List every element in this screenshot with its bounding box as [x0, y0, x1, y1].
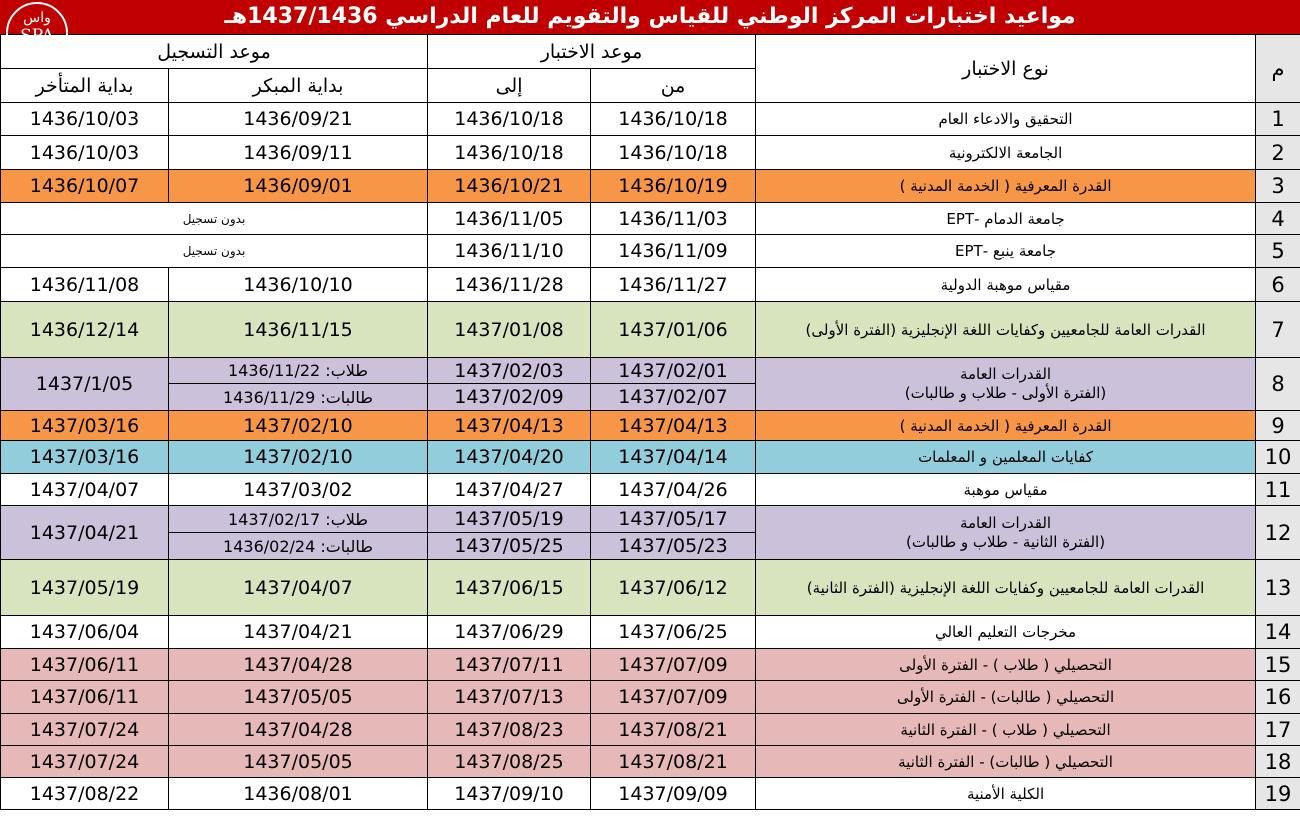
test-name-cell: جامعة ينبع -EPT [756, 235, 1256, 268]
test-name-cell: القدرات العامة للجامعيين وكفايات اللغة الإنجليزية (الفترة الأولى) [756, 302, 1256, 358]
late-cell: 1437/06/04 [1, 616, 169, 649]
late-cell: 1437/07/24 [1, 746, 169, 778]
from-cell: 1437/06/12 [591, 560, 756, 616]
test-name-cell: التحصيلي ( طالبات) - الفترة الثانية [756, 746, 1256, 778]
table-row [1, 441, 1300, 474]
to-cell: 1436/11/10 [428, 235, 591, 268]
row-number-cell: 19 [1256, 778, 1300, 810]
late-cell: 1436/10/03 [1, 136, 169, 170]
early-cell: 1437/03/02 [169, 474, 428, 506]
from-cell: 1437/05/17 [591, 506, 756, 533]
no-registration-cell: بدون تسجيل [1, 203, 428, 235]
test-name-cell: القدرة المعرفية ( الخدمة المدنية ) [756, 411, 1256, 441]
to-cell: 1437/08/25 [428, 746, 591, 778]
late-cell: 1437/06/11 [1, 681, 169, 714]
from-cell: 1437/06/25 [591, 616, 756, 649]
test-name-cell [756, 506, 1256, 560]
logo-arabic-text: واس [23, 10, 51, 26]
early-cell: 1436/09/21 [169, 103, 428, 136]
late-cell: 1437/04/21 [1, 506, 169, 560]
late-cell: 1436/11/08 [1, 268, 169, 302]
to-cell: 1437/09/10 [428, 778, 591, 810]
row-number-cell: 15 [1256, 649, 1300, 681]
table-row [1, 235, 1300, 268]
test-name-line-1: القدرات العامة [959, 513, 1052, 532]
row-number-cell: 11 [1256, 474, 1300, 506]
to-cell: 1436/10/18 [428, 136, 591, 170]
test-name-cell: مخرجات التعليم العالي [756, 616, 1256, 649]
table-row [1, 616, 1300, 649]
early-cell: 1436/10/10 [169, 268, 428, 302]
to-cell: 1437/06/29 [428, 616, 591, 649]
from-cell: 1436/11/27 [591, 268, 756, 302]
row-number-cell: 10 [1256, 441, 1300, 474]
late-cell: 1436/10/07 [1, 170, 169, 203]
to-cell: 1437/07/13 [428, 681, 591, 714]
to-cell: 1436/11/28 [428, 268, 591, 302]
row-number-cell: 18 [1256, 746, 1300, 778]
early-female-cell [169, 384, 428, 411]
row-number-cell: 1 [1256, 103, 1300, 136]
early-cell: 1436/09/01 [169, 170, 428, 203]
late-cell: 1437/03/16 [1, 411, 169, 441]
from-cell: 1437/01/06 [591, 302, 756, 358]
test-date-header: موعد الاختبار [428, 35, 756, 69]
header-row-1 [1, 35, 1300, 69]
late-cell: 1437/1/05 [1, 358, 169, 411]
early-female-label: طالبات: [320, 536, 373, 556]
table-row [1, 560, 1300, 616]
from-header: من [591, 69, 756, 103]
test-name-cell: القدرة المعرفية ( الخدمة المدنية ) [756, 170, 1256, 203]
test-name-cell: مقياس موهبة [756, 474, 1256, 506]
table-row [1, 103, 1300, 136]
test-name-cell: الكلية الأمنية [756, 778, 1256, 810]
early-start-header: بداية المبكر [169, 69, 428, 103]
late-cell: 1436/12/14 [1, 302, 169, 358]
table-row [1, 358, 1300, 384]
test-name-cell: التحقيق والادعاء العام [756, 103, 1256, 136]
row-number-cell: 17 [1256, 714, 1300, 746]
to-cell: 1437/04/27 [428, 474, 591, 506]
table-row [1, 268, 1300, 302]
test-name-cell: كفايات المعلمين و المعلمات [756, 441, 1256, 474]
late-cell: 1437/06/11 [1, 649, 169, 681]
table-row [1, 170, 1300, 203]
early-cell: 1437/02/10 [169, 441, 428, 474]
no-registration-cell: بدون تسجيل [1, 235, 428, 268]
table-row [1, 302, 1300, 358]
late-cell: 1437/08/22 [1, 778, 169, 810]
early-cell: 1437/05/05 [169, 681, 428, 714]
test-name-line-1: القدرات العامة [959, 365, 1052, 383]
to-cell: 1437/05/25 [428, 533, 591, 560]
test-name-line-2: (الفترة الأولى - طلاب و طالبات) [904, 384, 1107, 402]
from-cell: 1437/07/09 [591, 649, 756, 681]
to-cell: 1437/07/11 [428, 649, 591, 681]
row-number-cell: 13 [1256, 560, 1300, 616]
to-cell: 1437/02/09 [428, 384, 591, 411]
from-cell: 1437/04/14 [591, 441, 756, 474]
early-cell: 1437/04/28 [169, 649, 428, 681]
from-cell: 1436/10/19 [591, 170, 756, 203]
test-name-cell: التحصيلي ( طالبات) - الفترة الأولى [756, 681, 1256, 714]
late-cell: 1437/07/24 [1, 714, 169, 746]
early-male-date: 1436/11/22 [227, 361, 321, 380]
test-name-cell: التحصيلي ( طلاب ) - الفترة الأولى [756, 649, 1256, 681]
to-cell: 1437/04/20 [428, 441, 591, 474]
early-female-label: طالبات: [320, 387, 373, 407]
from-cell: 1437/02/01 [591, 358, 756, 384]
early-cell: 1437/04/28 [169, 714, 428, 746]
early-cell: 1437/02/10 [169, 411, 428, 441]
late-cell: 1437/04/07 [1, 474, 169, 506]
row-number-cell: 9 [1256, 411, 1300, 441]
table-row [1, 649, 1300, 681]
late-start-header: بداية المتأخر [1, 69, 169, 103]
from-cell: 1437/05/23 [591, 533, 756, 560]
row-number-cell: 14 [1256, 616, 1300, 649]
test-name-cell: القدرات العامة للجامعيين وكفايات اللغة الإنجليزية (الفترة الثانية) [756, 560, 1256, 616]
table-row [1, 474, 1300, 506]
late-cell: 1437/03/16 [1, 441, 169, 474]
from-cell: 1436/11/09 [591, 235, 756, 268]
row-number-cell: 3 [1256, 170, 1300, 203]
early-cell: 1436/08/01 [169, 778, 428, 810]
early-cell: 1436/09/11 [169, 136, 428, 170]
early-female-date: 1436/02/24 [223, 536, 316, 556]
spa-logo [6, 2, 68, 64]
row-number-cell: 7 [1256, 302, 1300, 358]
from-cell: 1437/08/21 [591, 714, 756, 746]
from-cell: 1437/04/13 [591, 411, 756, 441]
row-number-cell: 8 [1256, 358, 1300, 411]
table-row [1, 681, 1300, 714]
logo-latin-text: SPA [20, 26, 54, 46]
row-number-cell: 6 [1256, 268, 1300, 302]
from-cell: 1437/08/21 [591, 746, 756, 778]
from-cell: 1437/09/09 [591, 778, 756, 810]
table-row [1, 746, 1300, 778]
table-row [1, 714, 1300, 746]
test-type-header: نوع الاختبار [756, 35, 1256, 103]
late-cell: 1437/05/19 [1, 560, 169, 616]
from-cell: 1436/10/18 [591, 136, 756, 170]
to-cell: 1437/08/23 [428, 714, 591, 746]
early-cell: 1437/05/05 [169, 746, 428, 778]
early-cell: 1437/04/07 [169, 560, 428, 616]
row-number-cell: 12 [1256, 506, 1300, 560]
to-cell: 1436/11/05 [428, 203, 591, 235]
test-name-cell [756, 358, 1256, 411]
early-male-date: 1437/02/17 [227, 509, 321, 529]
to-cell: 1436/10/21 [428, 170, 591, 203]
from-cell: 1437/07/09 [591, 681, 756, 714]
table-row [1, 136, 1300, 170]
row-number-cell: 16 [1256, 681, 1300, 714]
from-cell: 1437/04/26 [591, 474, 756, 506]
from-cell: 1436/11/03 [591, 203, 756, 235]
early-male-label: طلاب: [325, 509, 369, 529]
early-male-cell [169, 358, 428, 384]
early-female-cell [169, 533, 428, 560]
registration-header: موعد التسجيل [1, 35, 428, 69]
from-cell: 1437/02/07 [591, 384, 756, 411]
to-cell: 1437/01/08 [428, 302, 591, 358]
exam-schedule-table [0, 34, 1300, 810]
test-name-cell: التحصيلي ( طلاب ) - الفترة الثانية [756, 714, 1256, 746]
table-row [1, 203, 1300, 235]
early-female-date: 1436/11/29 [223, 387, 316, 407]
early-cell: 1437/04/21 [169, 616, 428, 649]
table-row [1, 411, 1300, 441]
row-number-cell: 2 [1256, 136, 1300, 170]
to-cell: 1436/10/18 [428, 103, 591, 136]
from-cell: 1436/10/18 [591, 103, 756, 136]
table-row [1, 506, 1300, 533]
test-name-cell: الجامعة الالكترونية [756, 136, 1256, 170]
to-cell: 1437/04/13 [428, 411, 591, 441]
table-row [1, 778, 1300, 810]
to-cell: 1437/06/15 [428, 560, 591, 616]
test-name-cell: جامعة الدمام -EPT [756, 203, 1256, 235]
page-title: مواعيد اختبارات المركز الوطني للقياس والتقويم للعام الدراسي 1437/1436هـ [0, 0, 1300, 34]
test-name-cell: مقياس موهبة الدولية [756, 268, 1256, 302]
to-cell: 1437/05/19 [428, 506, 591, 533]
early-male-label: طلاب: [325, 361, 369, 380]
to-header: إلى [428, 69, 591, 103]
late-cell: 1436/10/03 [1, 103, 169, 136]
row-number-cell: 4 [1256, 203, 1300, 235]
early-male-cell [169, 506, 428, 533]
row-number-cell: 5 [1256, 235, 1300, 268]
to-cell: 1437/02/03 [428, 358, 591, 384]
number-header: م [1256, 35, 1300, 103]
early-cell: 1436/11/15 [169, 302, 428, 358]
test-name-line-2: (الفترة الثانية - طلاب و طالبات) [905, 532, 1106, 551]
